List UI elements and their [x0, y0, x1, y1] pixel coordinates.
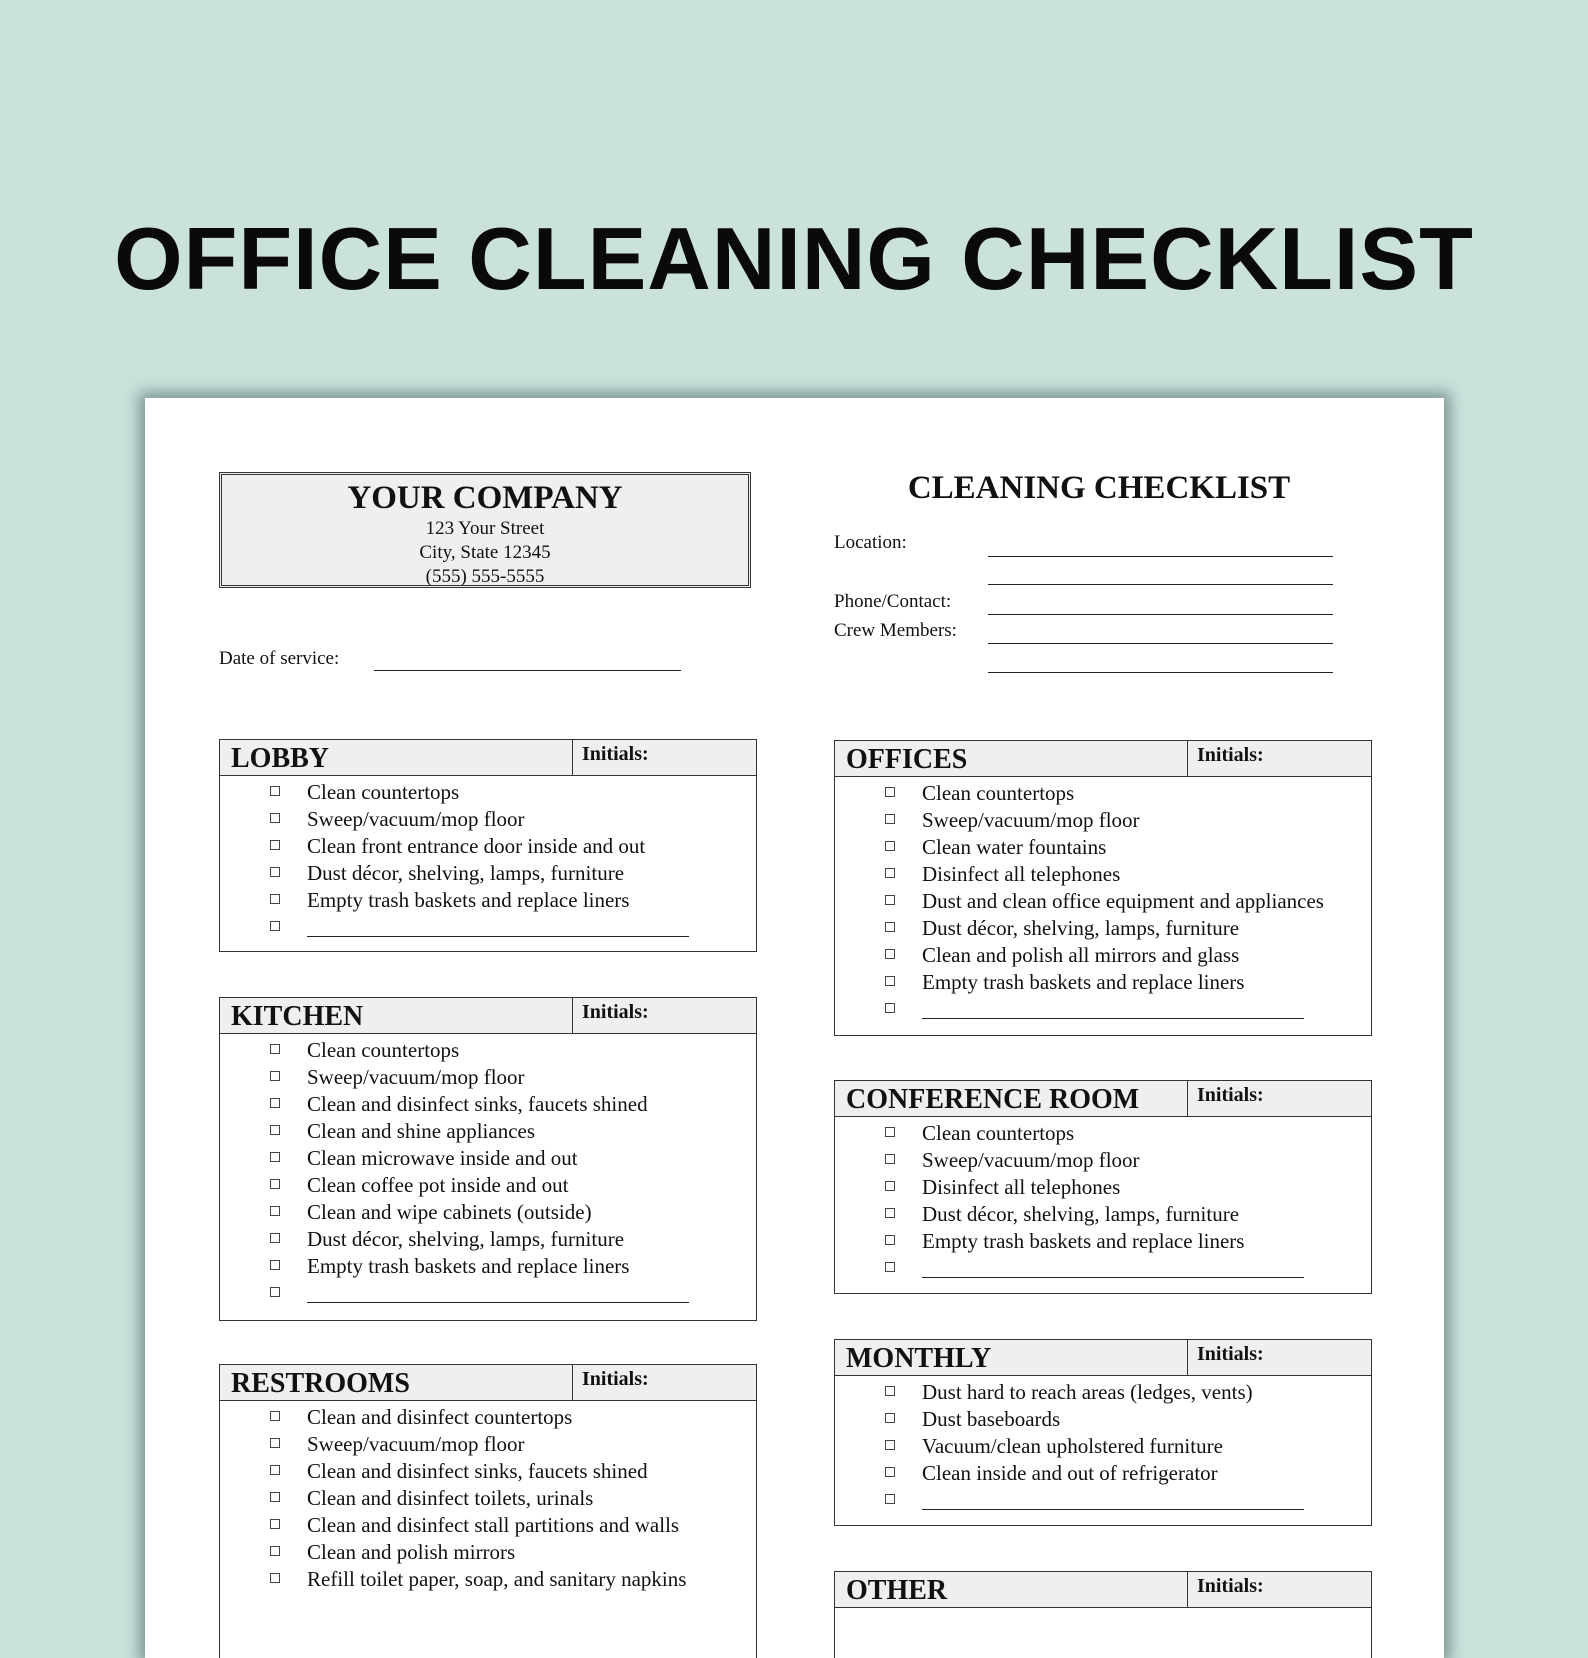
checklist-item-label: Clean and disinfect sinks, faucets shined [307, 1459, 648, 1483]
checklist-item-label: Dust décor, shelving, lamps, furniture [307, 861, 625, 885]
checklist-sheet [145, 398, 1444, 1658]
checklist-item [835, 807, 1371, 834]
checkbox[interactable] [270, 1438, 280, 1448]
checklist-item-label: Clean and disinfect toilets, urinals [307, 1486, 594, 1510]
initials-field[interactable] [572, 1365, 756, 1400]
company-name: YOUR COMPANY [347, 480, 623, 516]
section-title: OFFICES [846, 744, 968, 775]
checklist-item [835, 942, 1371, 969]
checklist-item-label: Sweep/vacuum/mop floor [307, 1432, 525, 1456]
blank-entry-line[interactable] [922, 1509, 1304, 1510]
checklist-items [835, 1117, 1371, 1282]
crew-members-field-line-1[interactable] [988, 643, 1333, 644]
checkbox[interactable] [270, 1125, 280, 1135]
checklist-item [835, 915, 1371, 942]
checklist-item [220, 1280, 756, 1307]
checklist-item-label: Clean and disinfect stall partitions and walls [307, 1513, 680, 1537]
checklist-item [220, 1431, 756, 1458]
date-of-service-label: Date of service: [219, 648, 340, 669]
initials-label: Initials: [1197, 1575, 1264, 1597]
checklist-item-label: Clean and disinfect countertops [307, 1405, 573, 1429]
checklist-item [220, 1404, 756, 1431]
checkbox[interactable] [270, 1206, 280, 1216]
checkbox[interactable] [885, 1386, 895, 1396]
checklist-item [835, 888, 1371, 915]
checklist-item-label: Clean front entrance door inside and out [307, 834, 646, 858]
crew-members-field-line-2[interactable] [988, 672, 1333, 673]
checkbox[interactable] [885, 1003, 895, 1013]
checkbox[interactable] [270, 1152, 280, 1162]
blank-entry-line[interactable] [922, 1018, 1304, 1019]
company-city: City, State 12345 [419, 542, 551, 563]
checkbox[interactable] [270, 1573, 280, 1583]
checklist-items [220, 1401, 756, 1593]
checklist-item-label: Sweep/vacuum/mop floor [922, 808, 1140, 832]
checklist-item-label: Dust and clean office equipment and appliances [922, 889, 1324, 913]
checklist-item [835, 780, 1371, 807]
checklist-item [220, 779, 756, 806]
initials-field[interactable] [1187, 1572, 1371, 1607]
phone-contact-field-line[interactable] [988, 614, 1333, 615]
checklist-item [220, 1458, 756, 1485]
checklist-item-label: Clean countertops [922, 1121, 1075, 1145]
checklist-item-label: Clean microwave inside and out [307, 1146, 578, 1170]
initials-field[interactable] [1187, 1081, 1371, 1116]
checkbox[interactable] [885, 1181, 895, 1191]
checkbox[interactable] [270, 867, 280, 877]
checkbox[interactable] [270, 1287, 280, 1297]
checkbox[interactable] [270, 1233, 280, 1243]
company-info-box [219, 472, 751, 588]
checklist-item [220, 1226, 756, 1253]
checklist-items [220, 1034, 756, 1307]
checklist-item [220, 1037, 756, 1064]
location-field-line-2[interactable] [988, 584, 1333, 585]
checkbox[interactable] [270, 1465, 280, 1475]
checkbox[interactable] [885, 868, 895, 878]
checklist-item-label: Refill toilet paper, soap, and sanitary napkins [307, 1567, 687, 1591]
initials-label: Initials: [1197, 1343, 1264, 1365]
blank-entry-line[interactable] [922, 1277, 1304, 1278]
checklist-item [835, 969, 1371, 996]
checklist-item-label: Empty trash baskets and replace liners [922, 1229, 1245, 1253]
checkbox[interactable] [270, 813, 280, 823]
checklist-item-label: Sweep/vacuum/mop floor [307, 807, 525, 831]
initials-label: Initials: [582, 743, 649, 765]
section-header [835, 1081, 1371, 1117]
checkbox[interactable] [885, 1413, 895, 1423]
section-header [220, 1365, 756, 1401]
checklist-item-label: Clean coffee pot inside and out [307, 1173, 569, 1197]
section-title: MONTHLY [846, 1343, 992, 1374]
section-title: CONFERENCE ROOM [846, 1084, 1140, 1115]
checkbox[interactable] [885, 1494, 895, 1504]
checklist-items [220, 776, 756, 941]
section-title: LOBBY [231, 743, 330, 774]
checkbox[interactable] [885, 895, 895, 905]
checkbox[interactable] [270, 840, 280, 850]
checklist-item [220, 1253, 756, 1280]
checklist-item-label: Clean countertops [922, 781, 1075, 805]
checkbox[interactable] [885, 787, 895, 797]
checklist-item [835, 1255, 1371, 1282]
checkbox[interactable] [270, 786, 280, 796]
blank-entry-line[interactable] [307, 1302, 689, 1303]
checklist-item [835, 996, 1371, 1023]
checklist-item-label: Sweep/vacuum/mop floor [922, 1148, 1140, 1172]
checkbox[interactable] [885, 949, 895, 959]
checklist-item [220, 887, 756, 914]
checklist-items [835, 777, 1371, 1023]
checklist-item [835, 1228, 1371, 1255]
checklist-item [220, 914, 756, 941]
checkbox[interactable] [885, 1262, 895, 1272]
monthly-section [834, 1339, 1372, 1526]
checklist-item [220, 860, 756, 887]
checkbox[interactable] [885, 1127, 895, 1137]
document-title: CLEANING CHECKLIST [907, 470, 1291, 506]
checkbox[interactable] [885, 1467, 895, 1477]
initials-label: Initials: [582, 1368, 649, 1390]
checklist-item-label: Empty trash baskets and replace liners [307, 1254, 630, 1278]
checklist-item [220, 1064, 756, 1091]
checklist-items [835, 1376, 1371, 1514]
checkbox[interactable] [270, 1411, 280, 1421]
section-title: RESTROOMS [231, 1368, 410, 1399]
checklist-item [835, 1460, 1371, 1487]
checklist-item-label: Disinfect all telephones [922, 1175, 1121, 1199]
section-title: OTHER [846, 1575, 948, 1606]
date-of-service-field-line[interactable] [374, 670, 681, 671]
checklist-item-label: Clean inside and out of refrigerator [922, 1461, 1218, 1485]
checklist-item-label: Dust décor, shelving, lamps, furniture [307, 1227, 625, 1251]
checkbox[interactable] [270, 1044, 280, 1054]
restrooms-section [219, 1364, 757, 1658]
initials-field[interactable] [572, 998, 756, 1033]
section-header [835, 1340, 1371, 1376]
checklist-item [220, 833, 756, 860]
checklist-item-label: Empty trash baskets and replace liners [922, 970, 1245, 994]
blank-entry-line[interactable] [307, 936, 689, 937]
checkbox[interactable] [270, 1098, 280, 1108]
checklist-item [220, 1512, 756, 1539]
other-section [834, 1571, 1372, 1658]
checklist-item [835, 861, 1371, 888]
checkbox[interactable] [885, 1440, 895, 1450]
initials-label: Initials: [582, 1001, 649, 1023]
checklist-item [220, 1539, 756, 1566]
checkbox[interactable] [885, 841, 895, 851]
checklist-item [835, 1147, 1371, 1174]
checklist-item [220, 1145, 756, 1172]
checkbox[interactable] [885, 976, 895, 986]
initials-field[interactable] [1187, 1340, 1371, 1375]
checklist-item [835, 1379, 1371, 1406]
page-banner-title: OFFICE CLEANING CHECKLIST [114, 209, 1474, 308]
section-header [835, 741, 1371, 777]
checklist-item-label: Vacuum/clean upholstered furniture [922, 1434, 1223, 1458]
offices-section [834, 740, 1372, 1036]
checklist-item [835, 1406, 1371, 1433]
checklist-item-label: Dust hard to reach areas (ledges, vents) [922, 1380, 1253, 1404]
initials-label: Initials: [1197, 1084, 1264, 1106]
checkbox[interactable] [270, 1546, 280, 1556]
checklist-item [220, 1118, 756, 1145]
checkbox[interactable] [885, 922, 895, 932]
checklist-item-label: Dust décor, shelving, lamps, furniture [922, 916, 1240, 940]
checkbox[interactable] [270, 1519, 280, 1529]
lobby-section [219, 739, 757, 952]
checklist-item [220, 1091, 756, 1118]
checklist-item-label: Clean countertops [307, 1038, 460, 1062]
checklist-item-label: Sweep/vacuum/mop floor [307, 1065, 525, 1089]
conference-room-section [834, 1080, 1372, 1294]
checklist-item [835, 834, 1371, 861]
checklist-item-label: Clean water fountains [922, 835, 1107, 859]
kitchen-section [219, 997, 757, 1321]
checklist-item-label: Empty trash baskets and replace liners [307, 888, 630, 912]
checklist-item [220, 1199, 756, 1226]
checkbox[interactable] [270, 1492, 280, 1502]
checklist-item [835, 1433, 1371, 1460]
section-title: KITCHEN [231, 1001, 364, 1032]
checklist-item [220, 1566, 756, 1593]
checklist-item [220, 1485, 756, 1512]
checklist-item [835, 1120, 1371, 1147]
checkbox[interactable] [885, 1154, 895, 1164]
checkbox[interactable] [270, 1260, 280, 1270]
crew-members-label: Crew Members: [834, 620, 957, 641]
checklist-item-label: Clean and polish all mirrors and glass [922, 943, 1240, 967]
checklist-item-label: Clean and disinfect sinks, faucets shined [307, 1092, 648, 1116]
checkbox[interactable] [270, 1071, 280, 1081]
checkbox[interactable] [885, 1208, 895, 1218]
checklist-item-label: Clean and wipe cabinets (outside) [307, 1200, 592, 1224]
initials-field[interactable] [1187, 741, 1371, 776]
phone-contact-label: Phone/Contact: [834, 591, 952, 612]
section-header [220, 740, 756, 776]
section-header [835, 1572, 1371, 1608]
checkbox[interactable] [270, 894, 280, 904]
checklist-item-label: Disinfect all telephones [922, 862, 1121, 886]
checklist-item [835, 1487, 1371, 1514]
location-label: Location: [834, 532, 907, 553]
checklist-item [835, 1201, 1371, 1228]
checkbox[interactable] [885, 814, 895, 824]
checklist-item-label: Clean countertops [307, 780, 460, 804]
section-header [220, 998, 756, 1034]
checklist-item-label: Dust décor, shelving, lamps, furniture [922, 1202, 1240, 1226]
company-street: 123 Your Street [425, 518, 545, 539]
initials-field[interactable] [572, 740, 756, 775]
checklist-item-label: Clean and shine appliances [307, 1119, 536, 1143]
checkbox[interactable] [885, 1235, 895, 1245]
checklist-item [220, 1172, 756, 1199]
checklist-item [220, 806, 756, 833]
location-field-line-1[interactable] [988, 556, 1333, 557]
checklist-item-label: Dust baseboards [922, 1407, 1061, 1431]
checkbox[interactable] [270, 921, 280, 931]
checklist-item-label: Clean and polish mirrors [307, 1540, 516, 1564]
checklist-item [835, 1174, 1371, 1201]
checkbox[interactable] [270, 1179, 280, 1189]
initials-label: Initials: [1197, 744, 1264, 766]
company-phone: (555) 555-5555 [425, 566, 545, 587]
